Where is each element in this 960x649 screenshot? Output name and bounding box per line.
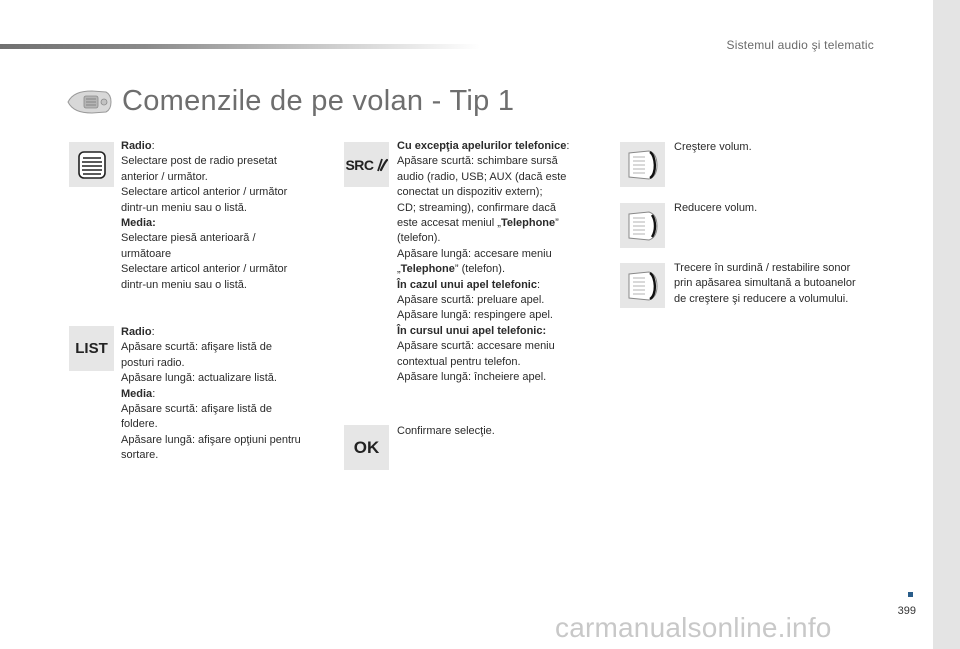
src-phone-button bbox=[344, 142, 389, 187]
volume-down-wheel-icon bbox=[623, 206, 663, 246]
radio-media-description: Radio: Selectare post de radio presetat anterior / următor. Selectare articol anterior / următor dintr-un meniu sau o listă. Media: Selectare piesă anterioară / următoare Selectare articol anterior / următor dintr-un meniu sau o listă. bbox=[121, 140, 288, 291]
page-edge-strip bbox=[933, 0, 960, 649]
mute-wheel-icon bbox=[623, 266, 663, 306]
src-icon-label: SRC bbox=[345, 156, 374, 173]
phone-icon bbox=[376, 157, 388, 173]
mute-button bbox=[620, 263, 665, 308]
page-number: 399 bbox=[897, 605, 916, 617]
steering-wheel-icon bbox=[66, 88, 112, 116]
volume-down-description: Reducere volum. bbox=[674, 202, 758, 214]
volume-up-description: Creştere volum. bbox=[674, 141, 752, 153]
scroll-wheel-button bbox=[69, 142, 114, 187]
list-description: Radio: Apăsare scurtă: afişare listă de posturi radio. Apăsare lungă: actualizare listă. Media: Apăsare scurtă: afişare listă de foldere. Apăsare lungă: afişare opţiuni pentru sortare. bbox=[121, 326, 301, 462]
volume-up-button bbox=[620, 142, 665, 187]
ok-description: Confirmare selecţie. bbox=[397, 425, 495, 437]
src-description: Cu excepţia apelurilor telefonice: Apăsare scurtă: schimbare sursă audio (radio, USB; AUX (dacă este conectat un dispozitiv extern); CD; streaming), confirmare dacă este accesat meniul „Telephone” (telefon). Apăsare lungă: accesare meniu „Telephone” (telefon). În cazul unui apel telefonic: Apăsare scurtă: preluare apel. Apăsare lungă: respingere apel. În cursul unui apel telefonic: Apăsare scurtă: accesare meniu contextual pentru telefon. Apăsare lungă: încheiere apel. bbox=[397, 140, 570, 384]
list-icon-label: LIST bbox=[75, 340, 108, 357]
ok-icon-label: OK bbox=[353, 437, 380, 457]
header-rule bbox=[0, 44, 480, 49]
list-button bbox=[69, 326, 114, 371]
mute-description: Trecere în surdină / restabilire sonor prin apăsarea simultană a butoanelor de creştere şi reducere a volumului. bbox=[674, 262, 856, 305]
section-header: Sistemul audio şi telematic bbox=[726, 38, 874, 52]
page-title: Comenzile de pe volan - Tip 1 bbox=[122, 85, 515, 117]
ok-button bbox=[344, 425, 389, 470]
scroll-wheel-icon bbox=[76, 149, 108, 181]
watermark: carmanualsonline.info bbox=[555, 612, 832, 643]
page-marker bbox=[908, 592, 913, 597]
volume-down-button bbox=[620, 203, 665, 248]
volume-up-wheel-icon bbox=[623, 145, 663, 185]
